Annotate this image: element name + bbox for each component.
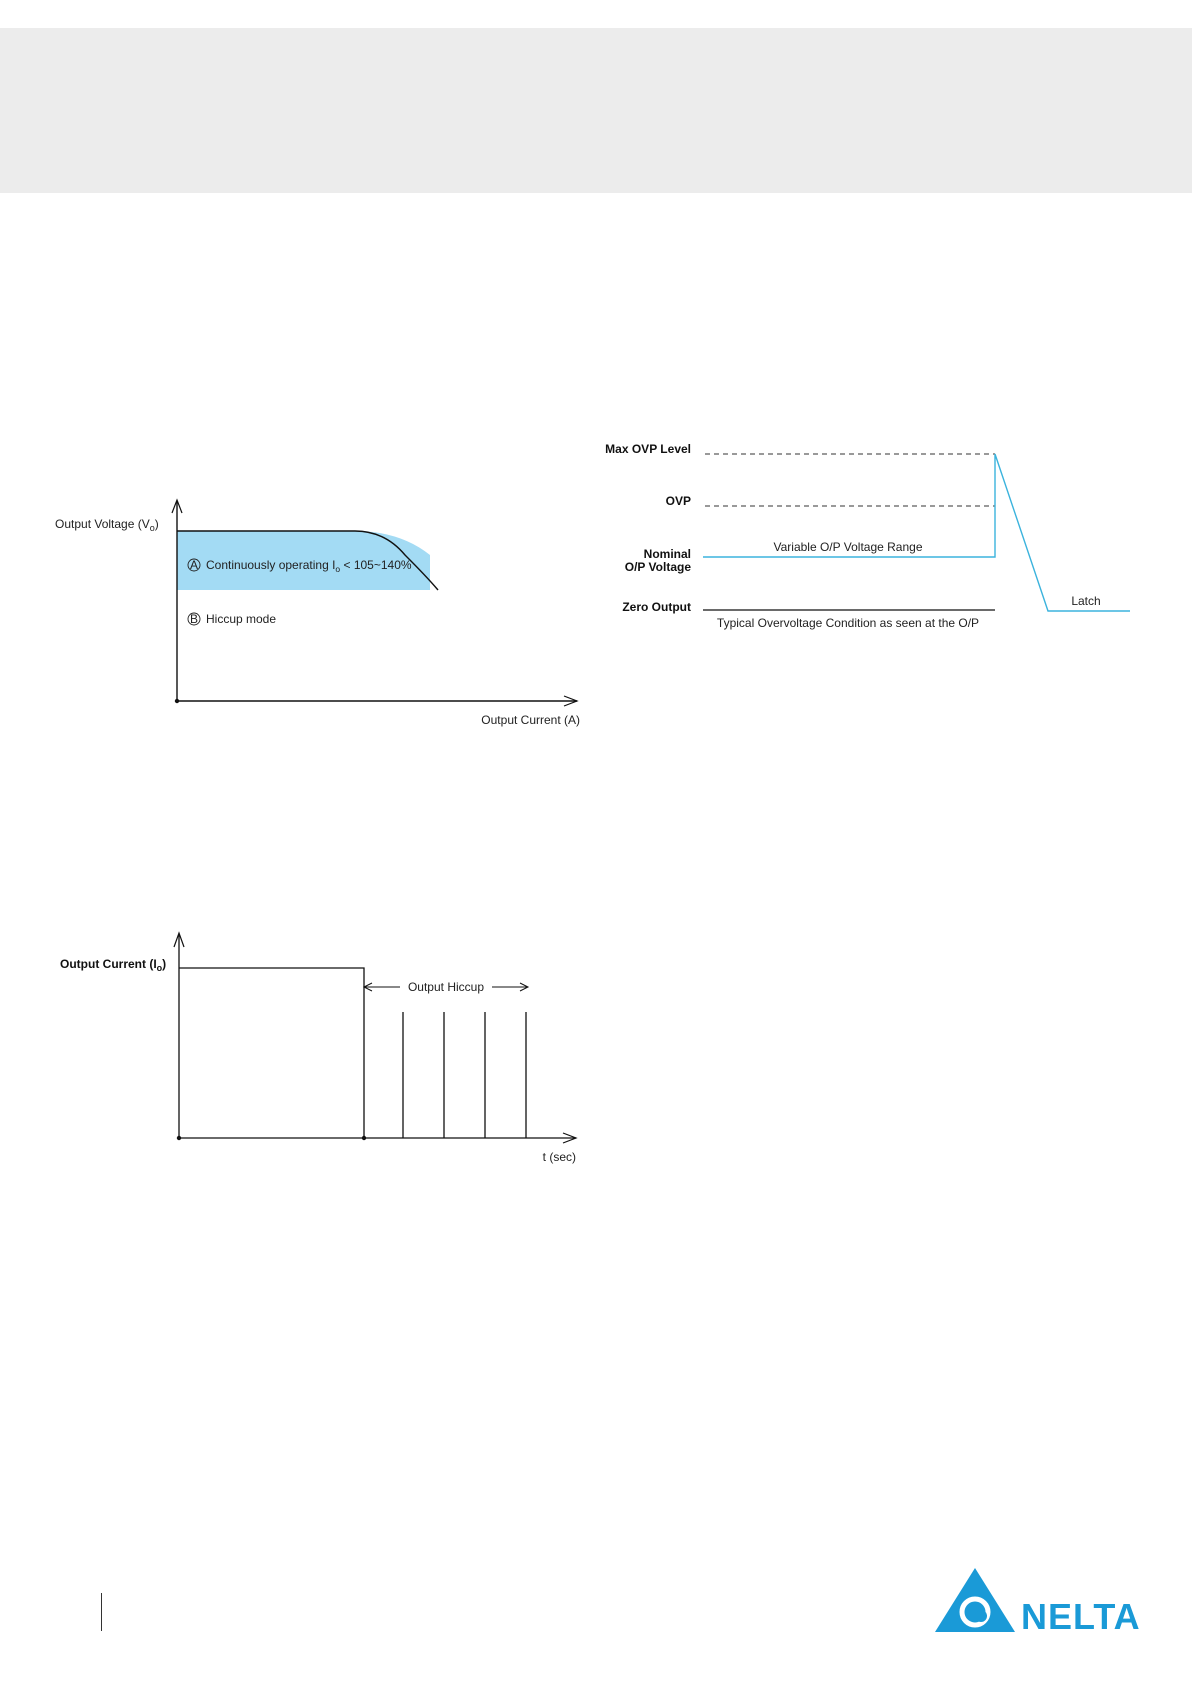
hiccup-svg: [58, 930, 598, 1165]
ovp-svg: [600, 430, 1140, 640]
nominal-label-line2: O/P Voltage: [624, 560, 691, 574]
current-level-line: [179, 968, 364, 1138]
delta-swirl-inner: [975, 1610, 987, 1622]
hiccup-origin-dot: [177, 1136, 181, 1140]
hiccup-span-label: Output Hiccup: [407, 980, 485, 994]
ovp-trace: [703, 454, 1130, 611]
region-a-marker: A: [189, 558, 199, 572]
nominal-label-line1: Nominal: [643, 547, 691, 561]
region-a-label: Continuously operating $I_o$ < 105~140%: [206, 558, 412, 574]
region-b-marker: B: [189, 612, 199, 626]
hiccup-y-axis-label: Output Current $(I_o)$: [60, 957, 167, 973]
header-band: [0, 28, 1192, 193]
delta-logo: [935, 1568, 1140, 1634]
ovp-label: OVP: [665, 494, 691, 508]
delta-logo-text: NELTA: [1021, 1596, 1140, 1634]
delta-logo-svg: [935, 1568, 1140, 1634]
y-axis-label: Output Voltage $(V_o)$: [55, 517, 159, 533]
max-ovp-label: Max OVP Level: [605, 442, 691, 456]
origin-dot: [175, 699, 179, 703]
protection-curve-figure: [55, 495, 595, 735]
region-b-label: Hiccup mode: [206, 612, 277, 626]
zero-output-label: Zero Output: [622, 600, 691, 614]
footer-rule: [101, 1593, 102, 1631]
protection-curve-svg: [55, 495, 595, 735]
latch-label: Latch: [1071, 594, 1101, 608]
voltage-range-label: Variable O/P Voltage Range: [773, 540, 923, 554]
ovp-figure: [600, 430, 1140, 640]
hiccup-x-axis-label: t (sec): [542, 1150, 576, 1164]
x-axis-label: Output Current (A): [481, 713, 580, 727]
ovp-caption: Typical Overvoltage Condition as seen at the O/P: [716, 616, 980, 630]
hiccup-figure: [58, 930, 598, 1165]
